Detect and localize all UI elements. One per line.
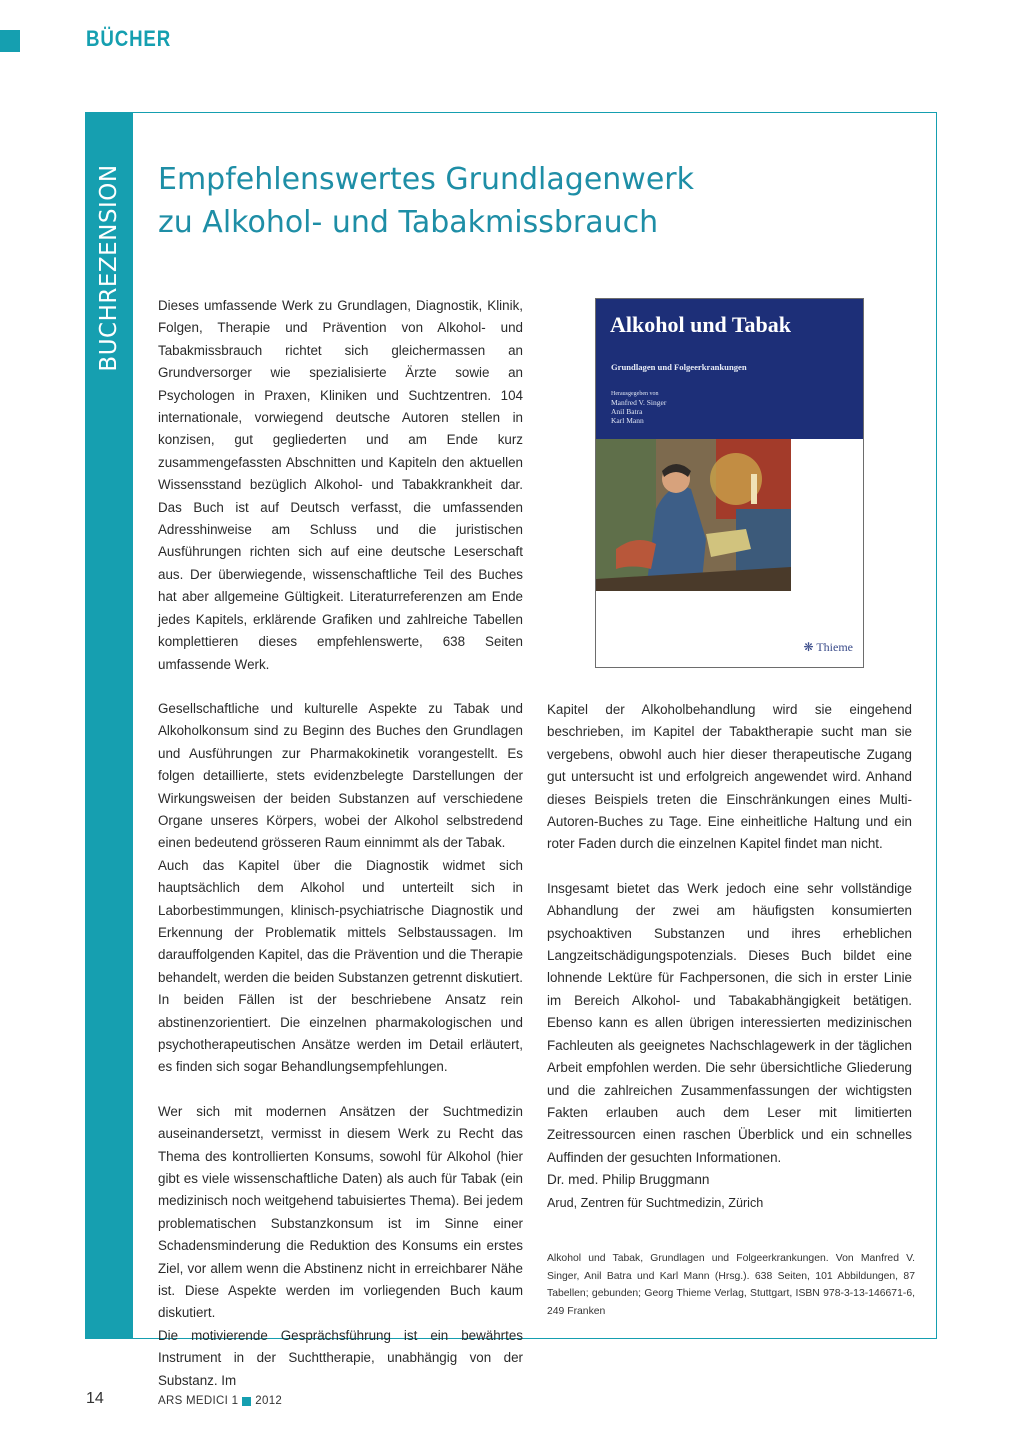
reviewer-name: Dr. med. Philip Bruggmann bbox=[547, 1172, 710, 1188]
cover-publisher bbox=[803, 640, 853, 655]
book-cover-image bbox=[595, 298, 864, 668]
paragraph: Insgesamt bietet das Werk jedoch eine sehr vollständige Abhandlung der zwei am häufigsten konsumierten psychoaktiven Substanzen und ihres erheblichen Langzeitschädigungspotenzials. Dieses Buch bildet eine lohnende Lektüre für Fachpersonen, die sich in erster Linie im Bereich Alkohol- und Tabakabhängigkeit betätigen. Ebenso kann es allen übrigen interessierten medizinischen Fachleuten als geeignetes Nachschlagewerk in der täglichen Arbeit empfohlen werden. Die sehr übersichtliche Gliederung und die zahlreichen Zusammenfassungen der wichtigsten Fakten erlauben auch dem Leser mit limitierten Zeitressourcen einen raschen Überblick und ein schnelles Auffinden der gesuchten Informationen. bbox=[547, 880, 912, 1165]
cover-title: Alkohol und Tabak bbox=[610, 312, 792, 337]
cover-publisher-name: Thieme bbox=[816, 640, 853, 654]
paragraph: Wer sich mit modernen Ansätzen der Suchtmedizin auseinandersetzt, vermisst in diesem Werk zu Recht das Thema des kontrollierten Konsums, sowohl für Alkohol (hier gibt es viele wissenschaftliche Daten) als auch für Tabak (ein medizinisch noch weitgehend tabuisiertes Thema). Bei jedem problematischen Substanzkonsum ist im Sinne einer Schadensminderung die Reduktion des Konsums ein erstes Ziel, vor allem wenn die Abstinenz nicht in erreichbarer Nähe ist. Diese Aspekte werden im vorliegenden Buch kaum diskutiert. bbox=[158, 1103, 523, 1321]
journal-year: 2012 bbox=[255, 1395, 283, 1407]
cover-painting bbox=[596, 439, 791, 591]
cover-editor: Karl Mann bbox=[611, 416, 644, 425]
cover-editors bbox=[611, 390, 666, 425]
sidebar-label: BUCHREZENSION bbox=[96, 164, 122, 372]
title-line-2: zu Alkohol- und Tabakmissbrauch bbox=[158, 205, 659, 240]
cover-editor: Manfred V. Singer bbox=[611, 398, 667, 407]
paragraph: Die motivierende Gesprächsführung ist ein bewährtes Instrument in der Suchttherapie, unabhängig von der Substanz. Im bbox=[158, 1327, 523, 1388]
book-citation: Alkohol und Tabak, Grundlagen und Folgeerkrankungen. Von Manfred V. Singer, Anil Batra und Karl Mann (Hrsg.). 638 Seiten, 101 Abbildungen, 87 Tabellen; gebunden; Georg Thieme Verlag, Stuttgart, ISBN 978-3-13-146671-6, 249 Franken bbox=[547, 1253, 915, 1317]
cover-subtitle: Grundlagen und Folgeerkrankungen bbox=[611, 362, 747, 372]
page-number: 14 bbox=[86, 1390, 104, 1407]
article-title bbox=[158, 158, 858, 244]
separator-square-icon bbox=[242, 1397, 251, 1406]
title-line-1: Empfehlenswertes Grundlagenwerk bbox=[158, 162, 694, 197]
journal-issue bbox=[158, 1395, 282, 1407]
cover-editor: Anil Batra bbox=[611, 407, 643, 416]
reviewer-affiliation: Arud, Zentren für Suchtmedizin, Zürich bbox=[547, 1195, 764, 1210]
section-label: BÜCHER bbox=[86, 26, 172, 51]
paragraph: Kapitel der Alkoholbehandlung wird sie eingehend beschrieben, im Kapitel der Tabaktherapie sucht man sie vergebens, obwohl auch hier dieser therapeutische Zugang gut untersucht ist und erfolgreich angewendet wird. Anhand dieses Beispiels treten die Einschränkungen eines Multi-Autoren-Buches zu Tage. Eine einheitliche Haltung und ein roter Faden durch die einzelnen Kapitel findet man nicht. bbox=[547, 702, 912, 852]
paragraph: Gesellschaftliche und kulturelle Aspekte zu Tabak und Alkoholkonsum sind zu Beginn des Buches den Grundlagen und Ausführungen zur Pharmakokinetik vorangestellt. Es folgen detaillierte, stets evidenzbelegte Darstellungen der Wirkungsweisen der beiden Substanzen auf verschiedene Organe unseres Körpers, wobei der Alkohol selbstredend einen bedeutend grösseren Raum einnimmt als der Tabak. bbox=[158, 700, 523, 851]
section-marker bbox=[0, 30, 20, 52]
paragraph: Dieses umfassende Werk zu Grundlagen, Diagnostik, Klinik, Folgen, Therapie und Prävention von Alkohol- und Tabakmissbrauch richtet sich gleichermassen an Grundversorger wie spezialisierte Ärzte sowie an Psychologen in Praxen, Kliniken und Suchtzentren. 104 internationale, vorwiegend deutsche Autoren stellen in konzisen, gut gegliederten und am Ende kurz zusammengefassten Abschnitten und Kapiteln den aktuellen Wissensstand bezüglich Alkohol- und Tabakkrankheit dar. Das Buch ist auf Deutsch verfasst, die umfassenden Adresshinweise am Schluss und die juristischen Ausführungen richten sich auf eine deutsche Leserschaft aus. Der überwiegende, wissenschaftliche Teil des Buches hat aber allgemeine Gültigkeit. Literaturreferenzen am Ende jedes Kapitels, erklärende Grafiken und zahlreiche Tabellen komplettieren dieses empfehlenswerte, 638 Seiten umfassende Werk. bbox=[158, 298, 523, 672]
left-column bbox=[158, 295, 523, 1392]
paragraph: Auch das Kapitel über die Diagnostik widmet sich hauptsächlich dem Alkohol und unterteilt sich in Laborbestimmungen, klinisch-psychiatrische Diagnostik und Erkennung der Problematik mittels Selbstaussagen. Im darauffolgenden Kapitel, das die Prävention und die Therapie behandelt, werden die beiden Substanzen getrennt diskutiert. In beiden Fällen ist der beschriebene Ansatz rein abstinenzorientiert. Die einzelnen pharmakologischen und psychotherapeutischen Ansätze werden im Detail erläutert, es finden sich sogar Behandlungsempfehlungen. bbox=[158, 857, 523, 1075]
publisher-logo-icon: ❋ bbox=[803, 640, 814, 654]
right-column bbox=[547, 699, 912, 1214]
journal-name: ARS MEDICI 1 bbox=[158, 1395, 239, 1407]
cover-editors-label: Herausgegeben von bbox=[611, 391, 659, 397]
